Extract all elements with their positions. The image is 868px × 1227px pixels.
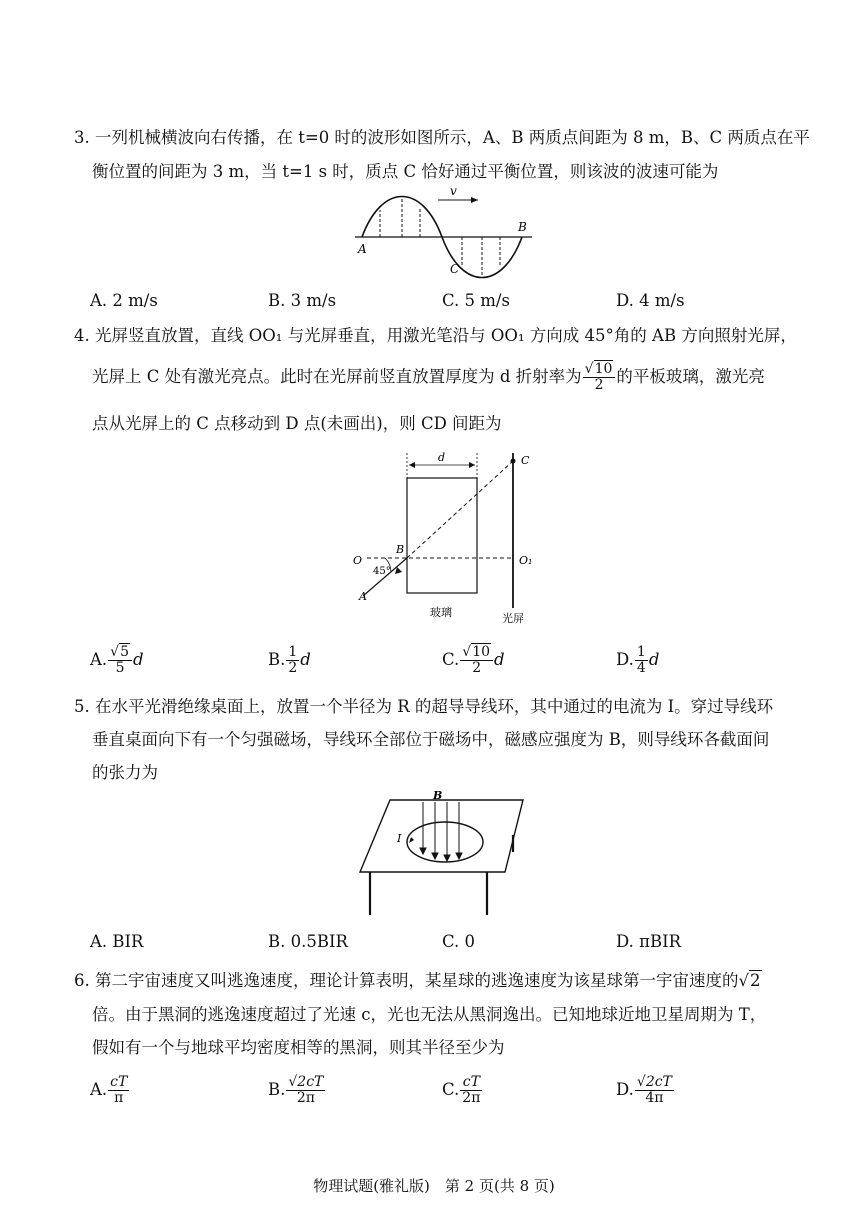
q4-angle-label: 45° [373, 566, 391, 577]
q4-O1-label: O₁ [519, 554, 533, 567]
q6-text-line2: 倍。由于黑洞的逃逸速度超过了光速 c，光也无法从黑洞逸出。已知地球近地卫星周期为 T， [92, 1005, 767, 1024]
q4-O-label: O [353, 554, 363, 567]
q6-option-a: A. $\frac{cT}{\pi}$ [90, 1074, 128, 1106]
q3-option-d: D. 4 m/s [616, 291, 685, 310]
q4-option-a: A. $\frac{√5}{5}$ d [90, 644, 144, 676]
q4-glass-label: 玻璃 [430, 606, 452, 619]
q6-option-b: B. $\frac{√2cT}{2\pi}$ [268, 1074, 324, 1106]
q6-option-d: D. $\frac{√2cT}{4\pi}$ [616, 1074, 672, 1106]
q5-option-d: D. πBIR [616, 932, 682, 951]
q6-text-line1: 6. 第二宇宙速度又叫逃逸速度，理论计算表明，某星球的逃逸速度为该星球第一宇宙速度的√2 [74, 971, 761, 990]
page-footer: 物理试题(雅礼版) 第 2 页(共 8 页) [313, 1177, 555, 1195]
q5-text-line2: 垂直桌面向下有一个匀强磁场，导线环全部位于磁场中，磁感应强度为 B，则导线环各截面间 [92, 730, 770, 749]
q4-screen-label: 光屏 [502, 612, 524, 625]
q3-B-label: B [518, 220, 527, 234]
q3-option-c: C. 5 m/s [442, 291, 510, 310]
q5-text-line1: 5. 在水平光滑绝缘桌面上，放置一个半径为 R 的超导导线环，其中通过的电流为 I。穿过导线环 [74, 697, 774, 716]
q4-d-label: d [438, 451, 446, 464]
q3-wave-figure [350, 185, 540, 285]
q5-B-label: B [433, 789, 443, 802]
q5-option-c: C. 0 [442, 932, 476, 951]
q4-text-line3: 点从光屏上的 C 点移动到 D 点(未画出)，则 CD 间距为 [92, 414, 502, 433]
q3-C-label: C [450, 262, 460, 276]
q4-text-line1: 4. 光屏竖直放置，直线 OO₁ 与光屏垂直，用激光笔沿与 OO₁ 方向成 45°角的 AB 方向照射光屏， [74, 326, 797, 345]
q3-A-label: A [358, 242, 367, 256]
q5-text-line3: 的张力为 [92, 763, 158, 782]
q6-option-c: C. $\frac{cT}{2\pi}$ [442, 1074, 481, 1106]
q3-v-label: v [450, 185, 457, 198]
q4-text-line2: 光屏上 C 处有激光亮点。此时在光屏前竖直放置厚度为 d 折射率为 $\frac{√10}{2}$ 的平板玻璃，激光亮 [92, 361, 765, 393]
q5-option-a: A. BIR [90, 932, 144, 951]
q5-I-label: I [397, 832, 402, 845]
q3-option-a: A. 2 m/s [90, 291, 158, 310]
q4-option-b: B. $\frac{1}{2}$ d [268, 644, 311, 676]
q4-A-label: A [359, 590, 367, 603]
q5-option-b: B. 0.5BIR [268, 932, 348, 951]
q3-text-line1: 3. 一列机械横波向右传播，在 t=0 时的波形如图所示，A、B 两质点间距为 8 m，B、C 两质点在平 [74, 128, 810, 147]
q3-text-line2: 衡位置的间距为 3 m，当 t=1 s 时，质点 C 恰好通过平衡位置，则该波的波速可能为 [92, 162, 719, 181]
q4-option-d: D. $\frac{1}{4}$ d [616, 644, 660, 676]
q4-option-c: C. $\frac{√10}{2}$ d [442, 644, 505, 676]
q4-refractive-index: $\frac{√10}{2}$ [583, 362, 616, 393]
q6-text-line3: 假如有一个与地球平均密度相等的黑洞，则其半径至少为 [92, 1038, 505, 1057]
q4-glass-figure [345, 448, 545, 633]
q4-C-label: C [521, 454, 530, 467]
q3-option-b: B. 3 m/s [268, 291, 337, 310]
q4-B-label: B [396, 543, 405, 556]
q5-table-figure [355, 787, 535, 922]
